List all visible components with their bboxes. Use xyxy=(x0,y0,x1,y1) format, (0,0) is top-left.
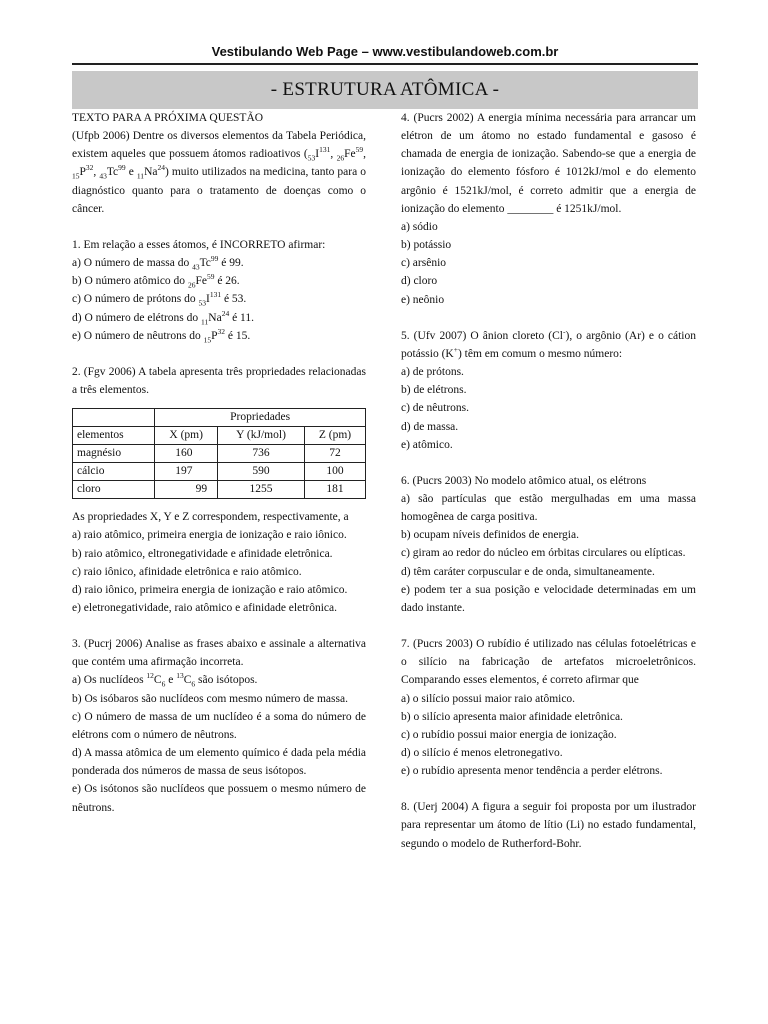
question-2-option-c: c) raio iônico, afinidade eletrônica e raio atômico. xyxy=(72,565,302,578)
question-7-option-a: a) o silício possui maior raio atômico. xyxy=(401,692,576,705)
table-column-header: Z (pm) xyxy=(304,427,365,445)
question-4-option-c: c) arsênio xyxy=(401,257,447,270)
question-7-option-c: c) o rubídio possui maior energia de ionização. xyxy=(401,728,617,741)
table-cell: cloro xyxy=(73,481,155,499)
table-cell: 160 xyxy=(155,445,218,463)
table-cell: 1255 xyxy=(218,481,305,499)
question-1-stem: 1. Em relação a esses átomos, é INCORRETO afirmar: xyxy=(72,238,326,251)
table-cell: 736 xyxy=(218,445,305,463)
question-3-option-e: e) Os isótonos são nuclídeos que possuem o mesmo número de nêutrons. xyxy=(72,783,366,814)
question-6-option-c: c) giram ao redor do núcleo em órbitas circulares ou elípticas. xyxy=(401,547,686,560)
question-5-option-b: b) de elétrons. xyxy=(401,384,467,397)
question-2-prompt: As propriedades X, Y e Z correspondem, respectivamente, a xyxy=(72,511,349,524)
question-6-option-d: d) têm caráter corpuscular e de onda, simultaneamente. xyxy=(401,565,655,578)
question-2-option-e: e) eletronegatividade, raio atômico e afinidade eletrônica. xyxy=(72,601,338,614)
table-cell: magnésio xyxy=(73,445,155,463)
question-6-option-e: e) podem ter a sua posição e velocidade determinadas em um dado instante. xyxy=(401,583,696,614)
table-group-header: Propriedades xyxy=(155,409,366,427)
intro-paragraph: (Ufpb 2006) Dentre os diversos elementos da Tabela Periódica, existem aqueles que possuem átomos radioativos ($_{53}I^{131}$, $_{26}Fe^{59}$, $_{15}P^{32}$, $_{43}Tc^{99}$ e $_{11}Na^{24}$) muito utilizados na medicina, tanto para o diagnóstico quanto para o tratamento de doenças como o câncer. xyxy=(72,130,367,215)
table-corner xyxy=(73,409,155,427)
question-1-option-b: b) O número atômico do $_{26}Fe^{59}$ é 26. xyxy=(72,272,240,290)
question-3-option-a: a) Os nuclídeos $^{12}C_6$ e $^{13}C_6$ são isótopos. xyxy=(72,671,258,689)
question-7-option-e: e) o rubídio apresenta menor tendência a perder elétrons. xyxy=(401,765,663,778)
question-6-option-b: b) ocupam níveis definidos de energia. xyxy=(401,529,579,542)
question-5-option-c: c) de nêutrons. xyxy=(401,402,470,415)
question-6-stem: 6. (Pucrs 2003) No modelo atômico atual, os elétrons xyxy=(401,474,647,487)
table-cell: 99 xyxy=(155,481,218,499)
question-4-option-d: d) cloro xyxy=(401,275,438,288)
question-7-option-b: b) o silício apresenta maior afinidade eletrônica. xyxy=(401,710,623,723)
table-column-header: elementos xyxy=(73,427,155,445)
question-5-option-d: d) de massa. xyxy=(401,420,459,433)
question-3-option-c: c) O número de massa de um nuclídeo é a soma do número de elétrons com o número de nêutrons. xyxy=(72,710,366,741)
question-1-option-d: d) O número de elétrons do $_{11}Na^{24}$ é 11. xyxy=(72,308,254,326)
table-column-header: X (pm) xyxy=(155,427,218,445)
question-5-stem: 5. (Ufv 2007) O ânion cloreto (Cl-), o argônio (Ar) e o cátion potássio (K+) têm em comum o mesmo número: xyxy=(401,326,696,360)
question-1-option-a: a) O número de massa do $_{43}Tc^{99}$ é 99. xyxy=(72,254,244,272)
question-3-option-d: d) A massa atômica de um elemento químico é dada pela média ponderada dos números de massa de seus isótopos. xyxy=(72,747,366,778)
question-3-stem: 3. (Pucrj 2006) Analise as frases abaixo e assinale a alternativa que contém uma afirmação incorreta. xyxy=(72,638,366,669)
question-1-option-c: c) O número de prótons do $_{53}I^{131}$ é 53. xyxy=(72,290,247,308)
question-5-option-e: e) atômico. xyxy=(401,438,453,451)
table-cell: 590 xyxy=(218,463,305,481)
table-header-row xyxy=(73,427,366,445)
question-5-option-a: a) de prótons. xyxy=(401,366,464,379)
question-4-option-a: a) sódio xyxy=(401,220,438,233)
question-7-stem: 7. (Pucrs 2003) O rubídio é utilizado nas células fotoelétricas e o silício na fabricação de artefatos microeletrônicos. Comparando esses elementos, é correto afirmar que xyxy=(401,638,696,687)
question-2-option-b: b) raio atômico, eltronegatividade e afinidade eletrônica. xyxy=(72,547,333,560)
site-header: Vestibulando Web Page – www.vestibulandoweb.com.br xyxy=(211,44,559,59)
page-title: - ESTRUTURA ATÔMICA - xyxy=(72,71,698,109)
left-column xyxy=(72,109,366,817)
table-cell: 181 xyxy=(304,481,365,499)
table-cell: 72 xyxy=(304,445,365,463)
table-cell: 197 xyxy=(155,463,218,481)
table-row xyxy=(73,445,366,463)
question-3-option-b: b) Os isóbaros são nuclídeos com mesmo número de massa. xyxy=(72,692,348,705)
question-2-stem: 2. (Fgv 2006) A tabela apresenta três propriedades relacionadas a três elementos. xyxy=(72,365,366,397)
properties-table xyxy=(72,408,366,499)
question-2-option-d: d) raio iônico, primeira energia de ionização e raio atômico. xyxy=(72,583,348,596)
table-cell: cálcio xyxy=(73,463,155,481)
question-4-stem: 4. (Pucrs 2002) A energia mínima necessária para arrancar um elétron de um átomo no estado fundamental e gasoso é chamada de energia de ionização. Sabendo-se que a energia de ionização do elemento fósforo é 1012kJ/mol e do elemento argônio é 1521kJ/mol, é correto admitir que a energia de ionização do elemento ________ é 1251kJ/mol. xyxy=(401,112,696,215)
question-4-option-e: e) neônio xyxy=(401,293,445,306)
question-6-option-a: a) são partículas que estão mergulhadas em uma massa homogênea de carga positiva. xyxy=(401,492,696,524)
question-4-option-b: b) potássio xyxy=(401,239,452,252)
question-7-option-d: d) o silício é menos eletronegativo. xyxy=(401,747,563,759)
table-row xyxy=(73,463,366,481)
header-divider xyxy=(72,63,698,65)
question-2-option-a: a) raio atômico, primeira energia de ionização e raio iônico. xyxy=(72,529,347,542)
table-cell: 100 xyxy=(304,463,365,481)
question-8-stem: 8. (Uerj 2004) A figura a seguir foi proposta por um ilustrador para representar um átomo de lítio (Li) no estado fundamental, segundo o modelo de Rutherford-Bohr. xyxy=(401,801,696,850)
question-1-option-e: e) O número de nêutrons do $_{15}P^{32}$ é 15. xyxy=(72,326,251,345)
right-column xyxy=(401,109,696,853)
table-column-header: Y (kJ/mol) xyxy=(218,427,305,445)
table-row xyxy=(73,481,366,499)
intro-heading: TEXTO PARA A PRÓXIMA QUESTÃO xyxy=(72,112,264,124)
